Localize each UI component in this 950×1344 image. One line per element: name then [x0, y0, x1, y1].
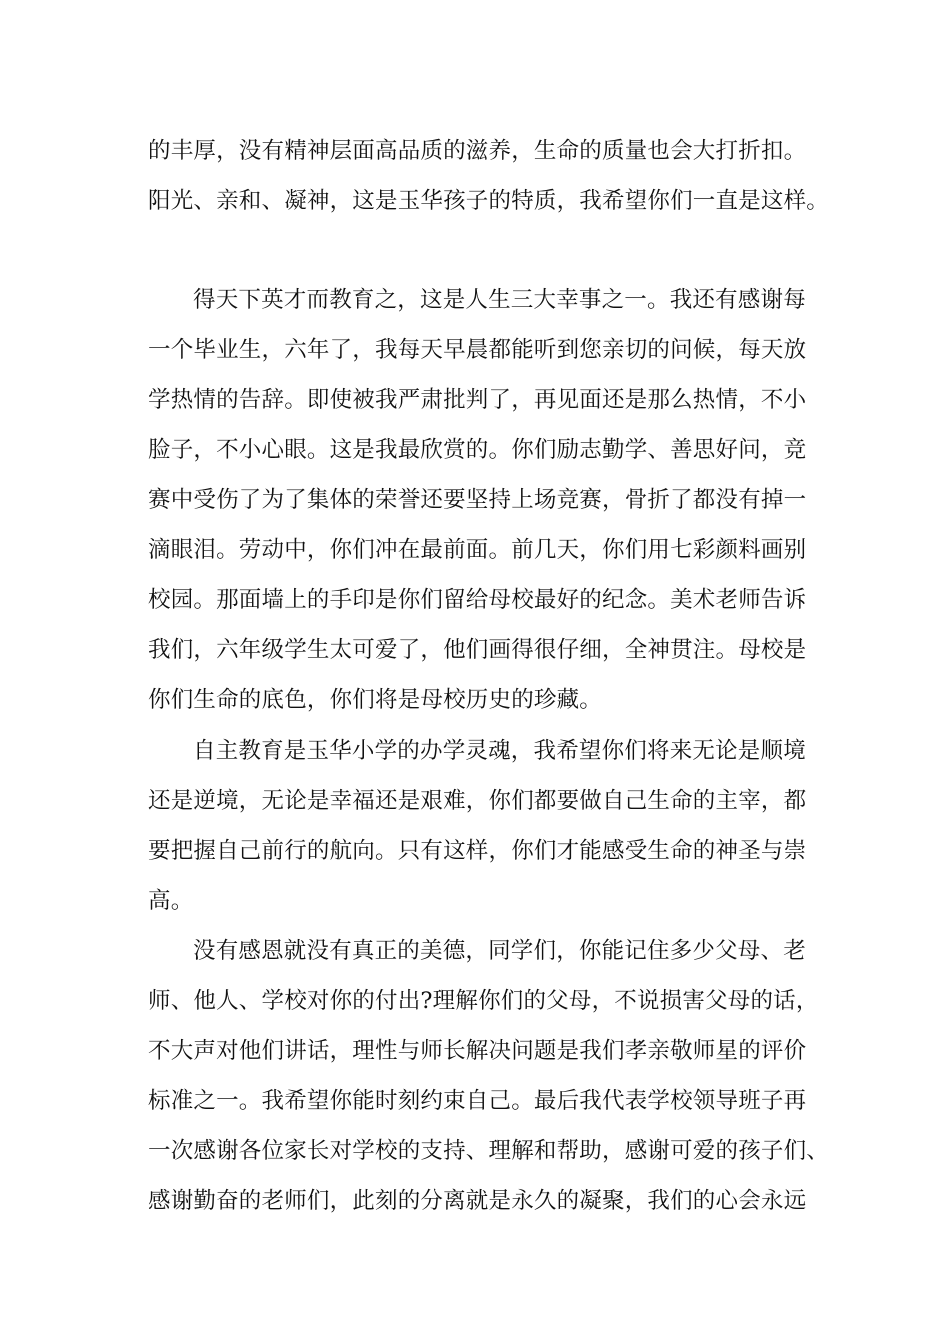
paragraph-5-line-2: 师、他人、学校对你的付出?理解你们的父母，不说损害父母的话， — [148, 988, 819, 1014]
paragraph-5-line-3: 不大声对他们讲话，理性与师长解决问题是我们孝亲敬师星的评价 — [148, 1038, 807, 1064]
paragraph-3-line-6: 滴眼泪。劳动中，你们冲在最前面。前几天，你们用七彩颜料画别 — [148, 537, 807, 563]
paragraph-3-line-4: 脸子，不小心眼。这是我最欣赏的。你们励志勤学、善思好问，竞 — [148, 437, 807, 463]
paragraph-4-line-1: 自主教育是玉华小学的办学灵魂，我希望你们将来无论是顺境 — [193, 738, 806, 764]
text-line-2: 阳光、亲和、凝神，这是玉华孩子的特质，我希望你们一直是这样。 — [148, 188, 830, 214]
paragraph-3-line-5: 赛中受伤了为了集体的荣誉还要坚持上场竞赛，骨折了都没有掉一 — [148, 487, 807, 513]
paragraph-4-line-3: 要把握自己前行的航向。只有这样，你们才能感受生命的神圣与崇 — [148, 838, 807, 864]
paragraph-3-line-8: 我们，六年级学生太可爱了，他们画得很仔细，全神贯注。母校是 — [148, 637, 807, 663]
paragraph-3-line-2: 一个毕业生，六年了，我每天早晨都能听到您亲切的问候，每天放 — [148, 337, 807, 363]
text-line-1: 的丰厚，没有精神层面高品质的滋养，生命的质量也会大打折扣。 — [148, 138, 807, 164]
paragraph-3-line-1: 得天下英才而教育之，这是人生三大幸事之一。我还有感谢每 — [193, 287, 806, 313]
paragraph-3-line-9: 你们生命的底色，你们将是母校历史的珍藏。 — [148, 687, 603, 713]
paragraph-4-line-2: 还是逆境，无论是幸福还是艰难，你们都要做自己生命的主宰，都 — [148, 788, 807, 814]
paragraph-5-line-5: 一次感谢各位家长对学校的支持、理解和帮助，感谢可爱的孩子们、 — [148, 1138, 830, 1164]
paragraph-3-line-7: 校园。那面墙上的手印是你们留给母校最好的纪念。美术老师告诉 — [148, 587, 807, 613]
paragraph-5-line-4: 标准之一。我希望你能时刻约束自己。最后我代表学校领导班子再 — [148, 1088, 807, 1114]
paragraph-5-line-6: 感谢勤奋的老师们，此刻的分离就是永久的凝聚，我们的心会永远 — [148, 1188, 807, 1214]
paragraph-5-line-1: 没有感恩就没有真正的美德，同学们，你能记住多少父母、老 — [193, 938, 806, 964]
paragraph-4-line-4: 高。 — [148, 888, 194, 914]
paragraph-3-line-3: 学热情的告辞。即使被我严肃批判了，再见面还是那么热情，不小 — [148, 387, 807, 413]
